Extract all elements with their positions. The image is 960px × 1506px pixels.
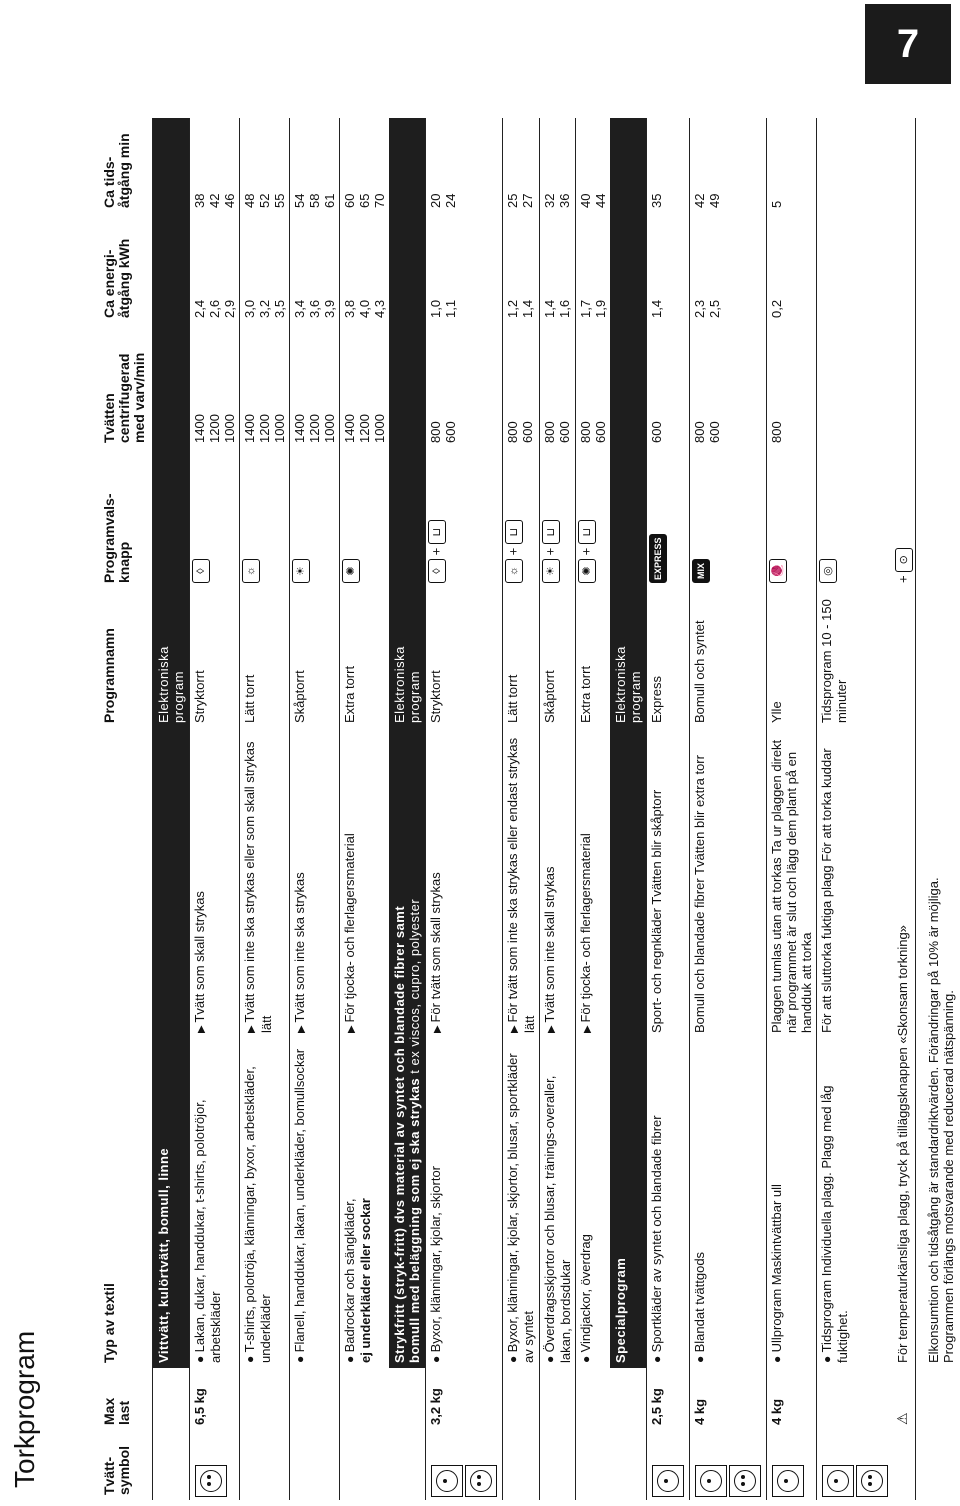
value-line: 54 [292, 193, 307, 208]
arrow-icon: ▶ [546, 1022, 557, 1033]
energy-values [576, 213, 611, 323]
table-row [576, 118, 611, 1500]
program-button: ◊ + ⊔ [426, 448, 503, 588]
bullet-icon: ● [429, 1352, 443, 1363]
sun-medium-icon: ☀ [292, 559, 310, 583]
value-line: 800 [769, 421, 784, 443]
symbol-cell [817, 1430, 894, 1500]
arrow-icon: ▶ [246, 1022, 257, 1033]
timer-icon: ◎ [819, 559, 837, 583]
value-line: 60 [342, 193, 357, 208]
express-icon: EXPRESS [649, 534, 667, 583]
value-line: 1400 [292, 414, 307, 443]
section-band [610, 118, 647, 1500]
program-name: Bomull och syntet [690, 588, 767, 728]
value-line: 600 [593, 421, 608, 443]
section-title: Vittvätt, kulörtvätt, bomull, linne [153, 728, 190, 1368]
spin-values [647, 323, 690, 448]
spin-values [690, 323, 767, 448]
value-line: 65 [357, 193, 372, 208]
program-button [290, 448, 340, 588]
col-button: Programvals-knapp [96, 448, 153, 588]
col-fabric: Typ av textil [96, 1038, 153, 1368]
drying-programs-table [96, 118, 958, 1500]
value-line: 1200 [357, 414, 372, 443]
value-line: 46 [222, 193, 237, 208]
time-values [540, 118, 576, 213]
value-line: 58 [307, 193, 322, 208]
value-line: 600 [557, 421, 572, 443]
value-line: 3,2 [257, 299, 272, 318]
note-cell: För att sluttorka fuktiga plagg För att torka kuddar [817, 728, 894, 1038]
table-row [426, 118, 503, 1500]
value-line: 600 [520, 421, 535, 443]
symbol-cell [647, 1430, 690, 1500]
program-button: ☼ + ⊔ [503, 448, 540, 588]
value-line: 40 [578, 193, 593, 208]
energy-values [503, 213, 540, 323]
arrow-icon: ▶ [432, 1022, 443, 1033]
value-line: 600 [649, 421, 664, 443]
energy-values [647, 213, 690, 323]
table-row [290, 118, 340, 1500]
table-row [503, 118, 540, 1500]
energy-values [240, 213, 290, 323]
program-name: Skåptorrt [540, 588, 576, 728]
max-load: 2,5 kg [647, 1368, 690, 1430]
program-button [340, 448, 390, 588]
energy-values [190, 213, 240, 323]
program-name: Tidsprogram 10 - 150 minuter [817, 588, 894, 728]
energy-values [340, 213, 390, 323]
fabric-cell: ● T-shirts, polotröja, klänningar, byxor, arbetskläder, underkläder [240, 1038, 290, 1368]
tumble-dry-one-dot-icon [695, 1465, 727, 1497]
note-cell: ▶ För tvätt som skall strykas [426, 728, 503, 1038]
table-row [190, 118, 240, 1500]
energy-values [690, 213, 767, 323]
max-load: 6,5 kg [190, 1368, 240, 1430]
value-line: 1,4 [542, 299, 557, 318]
value-line: 2,5 [707, 299, 722, 318]
note-cell: ▶ Tvätt som inte ska strykas eller som skall strykas lätt [240, 728, 290, 1038]
spin-values [540, 323, 576, 448]
spin-values [340, 323, 390, 448]
value-line: 1,7 [578, 299, 593, 318]
gentle-drying-icon: ⊙ [895, 548, 913, 572]
value-line: 55 [272, 193, 287, 208]
table-row [240, 118, 290, 1500]
sun-medium-icon: ☀ [542, 559, 560, 583]
value-line: 3,4 [292, 299, 307, 318]
sun-large-icon: ✺ [342, 559, 360, 583]
fabric-cell: ● Överdragsskjortor och blusar, tränings-overaller, lakan, bordsdukar [540, 1038, 576, 1368]
warning-icon: ⚠ [894, 1412, 910, 1425]
energy-values [290, 213, 340, 323]
time-values [240, 118, 290, 213]
value-line: 0,2 [769, 299, 784, 318]
bullet-icon: ● [543, 1352, 557, 1363]
time-values [290, 118, 340, 213]
easy-care-icon: ⊔ [505, 520, 523, 544]
value-line: 1000 [222, 414, 237, 443]
spin-values [290, 323, 340, 448]
spin-values [190, 323, 240, 448]
energy-values [426, 213, 503, 323]
program-button: + ⊙ [893, 448, 916, 588]
rotated-program-table [96, 118, 956, 1500]
program-name: Lätt torrt [240, 588, 290, 728]
table-row [647, 118, 690, 1500]
time-values [767, 118, 817, 213]
bullet-icon: ● [243, 1352, 257, 1363]
program-button [767, 448, 817, 588]
page-title: Torkprogram [9, 1330, 40, 1488]
value-line: 800 [692, 421, 707, 443]
value-line: 2,4 [192, 299, 207, 318]
value-line: 800 [428, 421, 443, 443]
value-line: 2,9 [222, 299, 237, 318]
symbol-cell [190, 1430, 240, 1500]
table-row [690, 118, 767, 1500]
section-title: Specialprogram [610, 728, 647, 1368]
bullet-icon: ● [343, 1352, 357, 1363]
bullet-icon: ● [650, 1352, 664, 1363]
col-energy: Ca energi-åtgång kWh [96, 213, 153, 323]
program-name: Stryktorrt [190, 588, 240, 728]
time-values [503, 118, 540, 213]
arrow-icon: ▶ [582, 1022, 593, 1033]
fabric-cell: ● Byxor, klänningar, kjolar, skjortor [426, 1038, 503, 1368]
note-cell: ▶ För tjocka- och flerlagersmaterial [340, 728, 390, 1038]
value-line: 3,5 [272, 299, 287, 318]
table-row [540, 118, 576, 1500]
col-spin: Tvätten centrifugerad med varv/min [96, 323, 153, 448]
fabric-cell: ● Blandat tvättgods [690, 1038, 767, 1368]
max-load: 4 kg [767, 1368, 817, 1430]
program-name: Skåptorrt [290, 588, 340, 728]
program-button [240, 448, 290, 588]
footnotes [916, 118, 959, 1368]
footnotes-row [916, 118, 959, 1500]
value-line: 70 [372, 193, 387, 208]
value-line: 1,2 [505, 299, 520, 318]
value-line: 1,1 [443, 299, 458, 318]
symbol-cell [767, 1430, 817, 1500]
value-line: 1200 [307, 414, 322, 443]
value-line: 1400 [242, 414, 257, 443]
note-cell: ▶ Tvätt som skall strykas [190, 728, 240, 1038]
bullet-icon: ● [506, 1352, 520, 1363]
col-time: Ca tids-åtgång min [96, 118, 153, 213]
symbol-cell [426, 1430, 503, 1500]
energy-values [540, 213, 576, 323]
section-title: Strykfritt (stryk-fritt) dvs material av syntet och blandade fibrer samt bomull med beläggning som ej ska strykas t ex viscos, cupro, polyester [389, 728, 426, 1368]
bullet-icon: ● [293, 1352, 307, 1363]
value-line: 49 [707, 193, 722, 208]
value-line: 61 [322, 193, 337, 208]
value-line: 600 [443, 421, 458, 443]
footnote: Programmen förlängs motsvarande med reducerad nätspänning. [941, 990, 956, 1363]
note-cell: ▶ Tvätt som inte skall strykas [540, 728, 576, 1038]
sun-small-icon: ☼ [505, 559, 523, 583]
value-line: 27 [520, 193, 535, 208]
header-row [96, 118, 153, 1500]
program-name: Lätt torrt [503, 588, 540, 728]
fabric-cell: ● Vindjackor, överdrag [576, 1038, 611, 1368]
value-line: 3,9 [322, 299, 337, 318]
fabric-cell: ● Sportkläder av syntet och blandade fibrer [647, 1038, 690, 1368]
value-line: 1,9 [593, 299, 608, 318]
value-line: 52 [257, 193, 272, 208]
note-cell: Sport- och regnkläder Tvätten blir skåptorr [647, 728, 690, 1038]
spin-values [503, 323, 540, 448]
time-values [340, 118, 390, 213]
easy-care-icon: ⊔ [428, 520, 446, 544]
easy-care-icon: ⊔ [578, 520, 596, 544]
max-load: 4 kg [690, 1368, 767, 1430]
value-line: 1,4 [649, 299, 664, 318]
sun-small-icon: ☼ [242, 559, 260, 583]
arrow-icon: ▶ [346, 1022, 357, 1033]
wool-icon: 🧶 [769, 559, 787, 583]
value-line: 5 [769, 200, 784, 208]
value-line: 1400 [342, 414, 357, 443]
program-name: Ylle [767, 588, 817, 728]
fabric-cell: ● Lakan, dukar, handdukar, t-shirts, polotröjor, arbetskläder [190, 1038, 240, 1368]
note-cell: ▶ För tvätt som inte ska strykas eller endast strykas lätt [503, 728, 540, 1038]
note-cell: ▶ Tvätt som inte ska strykas [290, 728, 340, 1038]
value-line: 800 [505, 421, 520, 443]
value-line: 20 [428, 193, 443, 208]
value-line: 38 [192, 193, 207, 208]
tumble-dry-two-dots-icon [856, 1465, 888, 1497]
energy-values [767, 213, 817, 323]
value-line: 2,3 [692, 299, 707, 318]
value-line: 32 [542, 193, 557, 208]
value-line: 3,6 [307, 299, 322, 318]
bullet-icon: ● [820, 1352, 834, 1363]
col-max-load: Max last [96, 1368, 153, 1430]
value-line: 4,0 [357, 299, 372, 318]
value-line: 36 [557, 193, 572, 208]
tumble-dry-one-dot-icon [652, 1465, 684, 1497]
bullet-icon: ● [193, 1352, 207, 1363]
footnote: Elkonsumtion och tidsåtgång är standardriktvärden. Förändringar på 10% är möjliga. [926, 877, 941, 1363]
note-cell: Plaggen tumlas utan att torkas Ta ur plaggen direkt när programmet är slut och lägg dem plant på en handduk att torka [767, 728, 817, 1038]
arrow-icon: ▶ [296, 1022, 307, 1033]
fabric-cell: ● Byxor, klänningar, kjolar, skjortor, blusar, sportkläder av syntet [503, 1038, 540, 1368]
iron-drop-icon: ◊ [428, 559, 446, 583]
value-line: 1,6 [557, 299, 572, 318]
mix-icon: MIX [692, 559, 710, 583]
time-values [576, 118, 611, 213]
program-button [817, 448, 894, 588]
program-name: Extra torrt [340, 588, 390, 728]
tumble-dry-one-dot-icon [431, 1465, 463, 1497]
program-button: ✺ + ⊔ [576, 448, 611, 588]
note-cell: ▶ För tjocka- och flerlagersmaterial [576, 728, 611, 1038]
arrow-icon: ▶ [196, 1022, 207, 1033]
page-number-badge: 7 [865, 4, 951, 84]
value-line: 44 [593, 193, 608, 208]
electronic-label: Elektroniska program [610, 588, 647, 728]
value-line: 1400 [192, 414, 207, 443]
value-line: 1,0 [428, 299, 443, 318]
time-values [190, 118, 240, 213]
program-name: Extra torrt [576, 588, 611, 728]
value-line: 800 [542, 421, 557, 443]
time-values [690, 118, 767, 213]
note-cell: För temperaturkänsliga plagg, tryck på tilläggsknappen «Skonsam torkning» [895, 925, 910, 1363]
table-row [893, 118, 916, 1500]
value-line: 600 [707, 421, 722, 443]
value-line: 25 [505, 193, 520, 208]
section-band [389, 118, 426, 1500]
table-row [340, 118, 390, 1500]
value-line: 48 [242, 193, 257, 208]
tumble-dry-one-dot-icon [772, 1465, 804, 1497]
value-line: 24 [443, 193, 458, 208]
value-line: 1000 [372, 414, 387, 443]
time-values [426, 118, 503, 213]
fabric-cell: ● Badrockar och sängkläder, ej underkläder eller sockar [340, 1038, 390, 1368]
value-line: 42 [692, 193, 707, 208]
spin-values [426, 323, 503, 448]
program-name: Stryktorrt [426, 588, 503, 728]
electronic-label: Elektroniska program [389, 588, 426, 728]
value-line: 1200 [257, 414, 272, 443]
value-line: 1200 [207, 414, 222, 443]
sun-large-icon: ✺ [578, 559, 596, 583]
fabric-cell: ● Tidsprogram Individuella plagg. Plagg med låg fuktighet. [817, 1038, 894, 1368]
max-load: 3,2 kg [426, 1368, 503, 1430]
value-line: 3,0 [242, 299, 257, 318]
easy-care-icon: ⊔ [542, 520, 560, 544]
bullet-icon: ● [770, 1352, 784, 1363]
value-line: 35 [649, 193, 664, 208]
table-row [767, 118, 817, 1500]
bullet-icon: ● [693, 1352, 707, 1363]
program-button: ☀ + ⊔ [540, 448, 576, 588]
note-cell: Bomull och blandade fibrer Tvätten blir extra torr [690, 728, 767, 1038]
program-button [190, 448, 240, 588]
value-line: 2,6 [207, 299, 222, 318]
spin-values [767, 323, 817, 448]
value-line: 3,8 [342, 299, 357, 318]
value-line: 1000 [272, 414, 287, 443]
program-button [690, 448, 767, 588]
tumble-dry-one-dot-icon [822, 1465, 854, 1497]
program-button [647, 448, 690, 588]
spin-values [240, 323, 290, 448]
table-row [817, 118, 894, 1500]
spin-values [576, 323, 611, 448]
time-values [647, 118, 690, 213]
arrow-icon: ▶ [509, 1022, 520, 1033]
fabric-cell: ● Flanell, handdukar, lakan, underkläder, bomullsockar [290, 1038, 340, 1368]
tumble-dry-two-dots-icon [729, 1465, 761, 1497]
value-line: 1000 [322, 414, 337, 443]
section-band [153, 118, 190, 1500]
bullet-icon: ● [579, 1352, 593, 1363]
tumble-dry-two-dots-icon [465, 1465, 497, 1497]
symbol-cell [690, 1430, 767, 1500]
value-line: 42 [207, 193, 222, 208]
value-line: 1,4 [520, 299, 535, 318]
value-line: 800 [578, 421, 593, 443]
tumble-dry-two-dots-icon [195, 1465, 227, 1497]
value-line: 4,3 [372, 299, 387, 318]
fabric-cell: ● Ullprogram Maskintvättbar ull [767, 1038, 817, 1368]
electronic-label: Elektroniska program [153, 588, 190, 728]
program-name: Express [647, 588, 690, 728]
col-program: Programnamn [96, 588, 153, 728]
iron-drop-icon: ◊ [192, 559, 210, 583]
col-symbol: Tvätt-symbol [96, 1430, 153, 1500]
